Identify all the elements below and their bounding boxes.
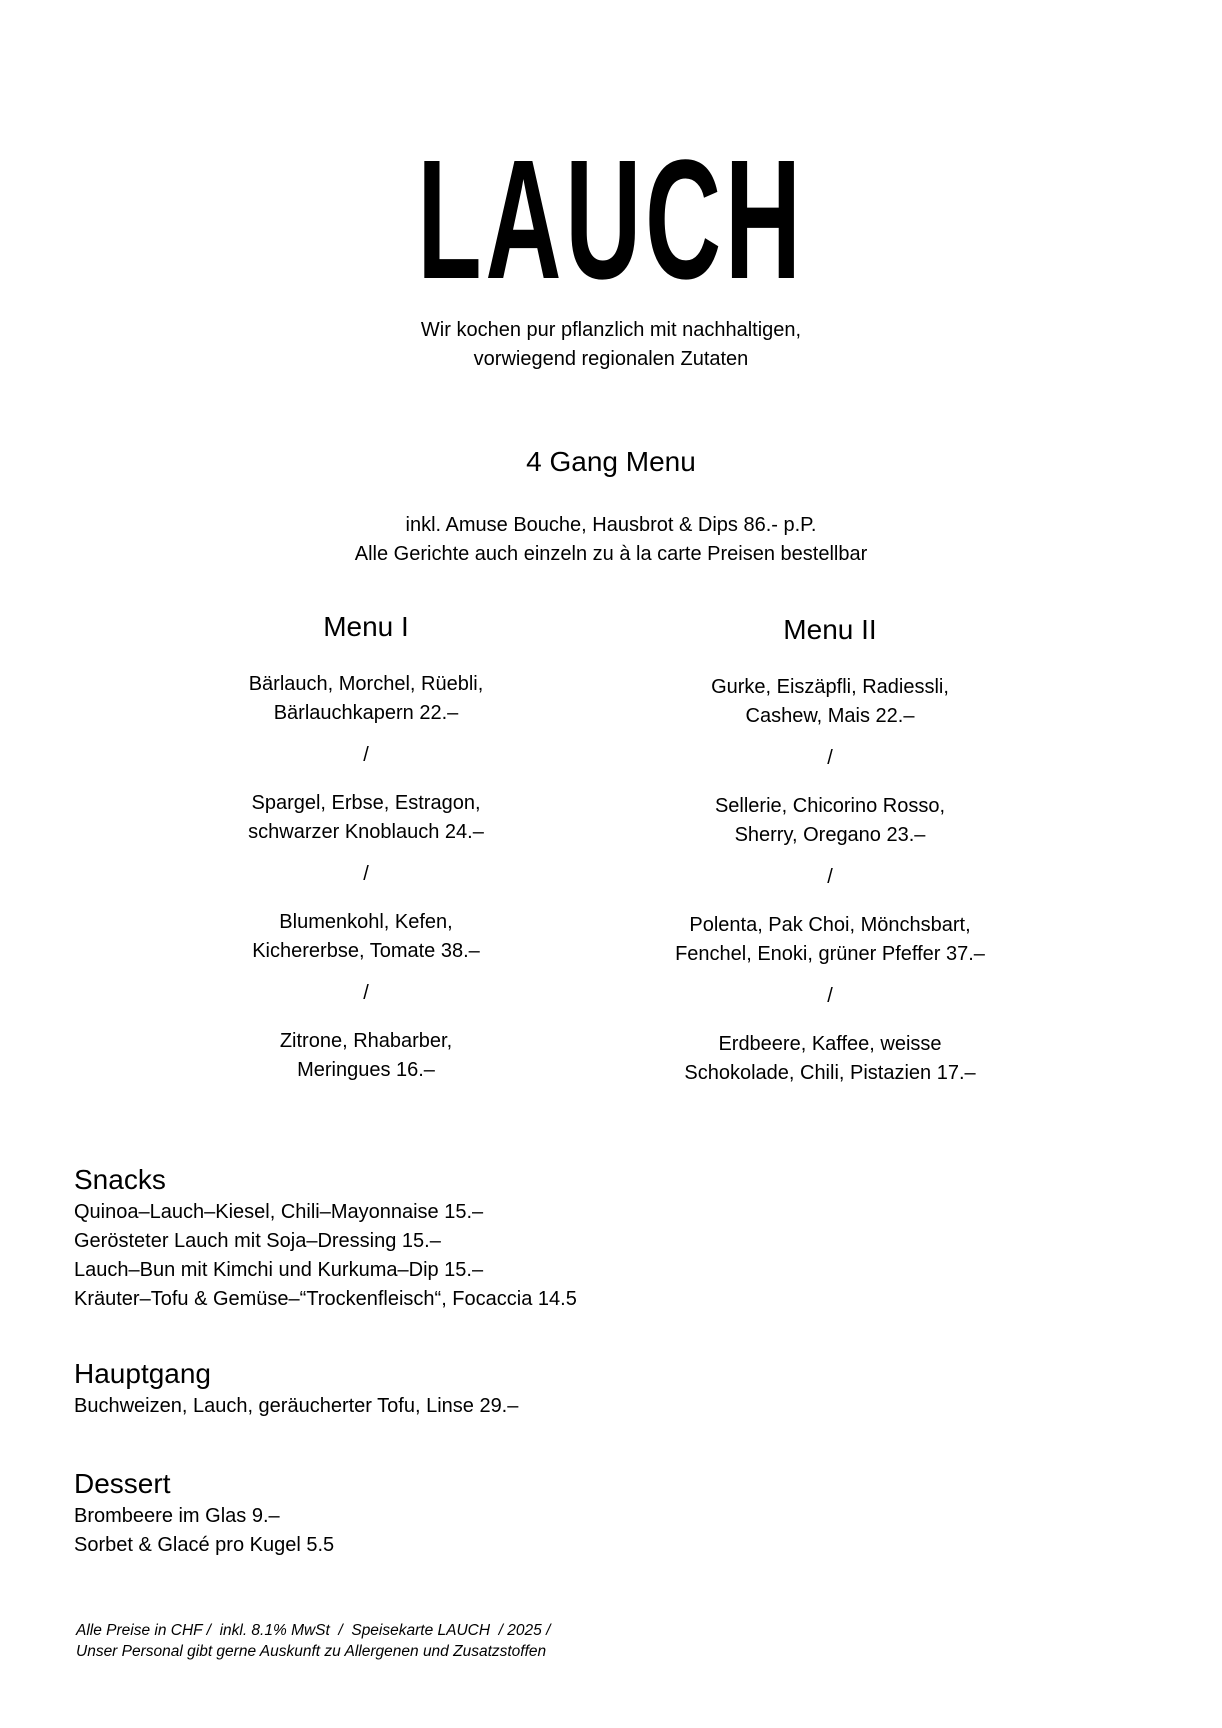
course-line: Meringues 16.–	[297, 1059, 435, 1081]
restaurant-logo: LAUCH	[417, 125, 805, 315]
gang-menu-subtitle-line: Alle Gerichte auch einzeln zu à la carte Preisen bestellbar	[354, 543, 868, 565]
menu-2-title: Menu II	[783, 614, 877, 645]
course-line: Gurke, Eiszäpfli, Radiessli,	[711, 676, 949, 698]
course-separator: /	[827, 985, 833, 1007]
menu-2-course	[630, 792, 1030, 850]
course-line: Bärlauchkapern 22.–	[273, 702, 459, 724]
menu-2-course	[630, 1030, 1030, 1088]
menu-1-course	[166, 908, 566, 966]
menu-1-course	[166, 789, 566, 847]
tagline	[0, 316, 1222, 374]
snack-item: Quinoa–Lauch–Kiesel, Chili–Mayonnaise 15.–	[74, 1201, 484, 1223]
gang-menu-title: 4 Gang Menu	[526, 446, 696, 477]
dessert-item: Brombeere im Glas 9.–	[74, 1505, 280, 1527]
course-line: Sherry, Oregano 23.–	[734, 824, 926, 846]
course-line: Sellerie, Chicorino Rosso,	[714, 795, 946, 817]
course-line: Bärlauch, Morchel, Rüebli,	[248, 673, 484, 695]
tagline-line: vorwiegend regionalen Zutaten	[473, 348, 749, 370]
course-line: Kichererbse, Tomate 38.–	[252, 940, 480, 962]
course-line: schwarzer Knoblauch 24.–	[248, 821, 484, 843]
menu-1-course	[166, 670, 566, 728]
hauptgang-item: Buchweizen, Lauch, geräucherter Tofu, Linse 29.–	[74, 1395, 519, 1417]
gang-menu-subtitle-line: inkl. Amuse Bouche, Hausbrot & Dips 86.- p.P.	[405, 514, 817, 536]
snack-item: Lauch–Bun mit Kimchi und Kurkuma–Dip 15.–	[74, 1259, 484, 1281]
menu-1-title: Menu I	[323, 611, 409, 642]
course-separator: /	[363, 744, 369, 766]
course-line: Spargel, Erbse, Estragon,	[251, 792, 481, 814]
snacks-section	[74, 1162, 974, 1314]
menu-2-course	[630, 673, 1030, 731]
course-line: Zitrone, Rhabarber,	[279, 1030, 453, 1052]
course-line: Fenchel, Enoki, grüner Pfeffer 37.–	[675, 943, 985, 965]
course-separator: /	[827, 866, 833, 888]
menu-1-column	[166, 611, 566, 1085]
menu-2-column	[630, 614, 1030, 1088]
course-line: Schokolade, Chili, Pistazien 17.–	[684, 1062, 976, 1084]
hauptgang-heading: Hauptgang	[74, 1358, 212, 1389]
course-line: Blumenkohl, Kefen,	[279, 911, 453, 933]
course-separator: /	[363, 863, 369, 885]
course-line: Erdbeere, Kaffee, weisse	[718, 1033, 942, 1055]
snack-item: Kräuter–Tofu & Gemüse–“Trockenfleisch“, Focaccia 14.5	[74, 1288, 577, 1310]
tagline-line: Wir kochen pur pflanzlich mit nachhaltigen,	[420, 319, 802, 341]
snack-item: Gerösteter Lauch mit Soja–Dressing 15.–	[74, 1230, 441, 1252]
menu-1-course	[166, 1027, 566, 1085]
course-line: Polenta, Pak Choi, Mönchsbart,	[689, 914, 971, 936]
dessert-item: Sorbet & Glacé pro Kugel 5.5	[74, 1534, 335, 1556]
snacks-heading: Snacks	[74, 1164, 166, 1195]
menu-2-course	[630, 911, 1030, 969]
dessert-section	[74, 1466, 974, 1560]
dessert-heading: Dessert	[74, 1468, 171, 1499]
gang-menu-subtitle	[0, 511, 1222, 569]
footer-line: Alle Preise in CHF / inkl. 8.1% MwSt / Speisekarte LAUCH / 2025 /	[76, 1622, 551, 1639]
hauptgang-section	[74, 1356, 974, 1421]
course-line: Cashew, Mais 22.–	[745, 705, 915, 727]
course-separator: /	[363, 982, 369, 1004]
course-separator: /	[827, 747, 833, 769]
footer-note	[76, 1620, 550, 1662]
footer-line: Unser Personal gibt gerne Auskunft zu Allergenen und Zusatzstoffen	[76, 1643, 547, 1660]
